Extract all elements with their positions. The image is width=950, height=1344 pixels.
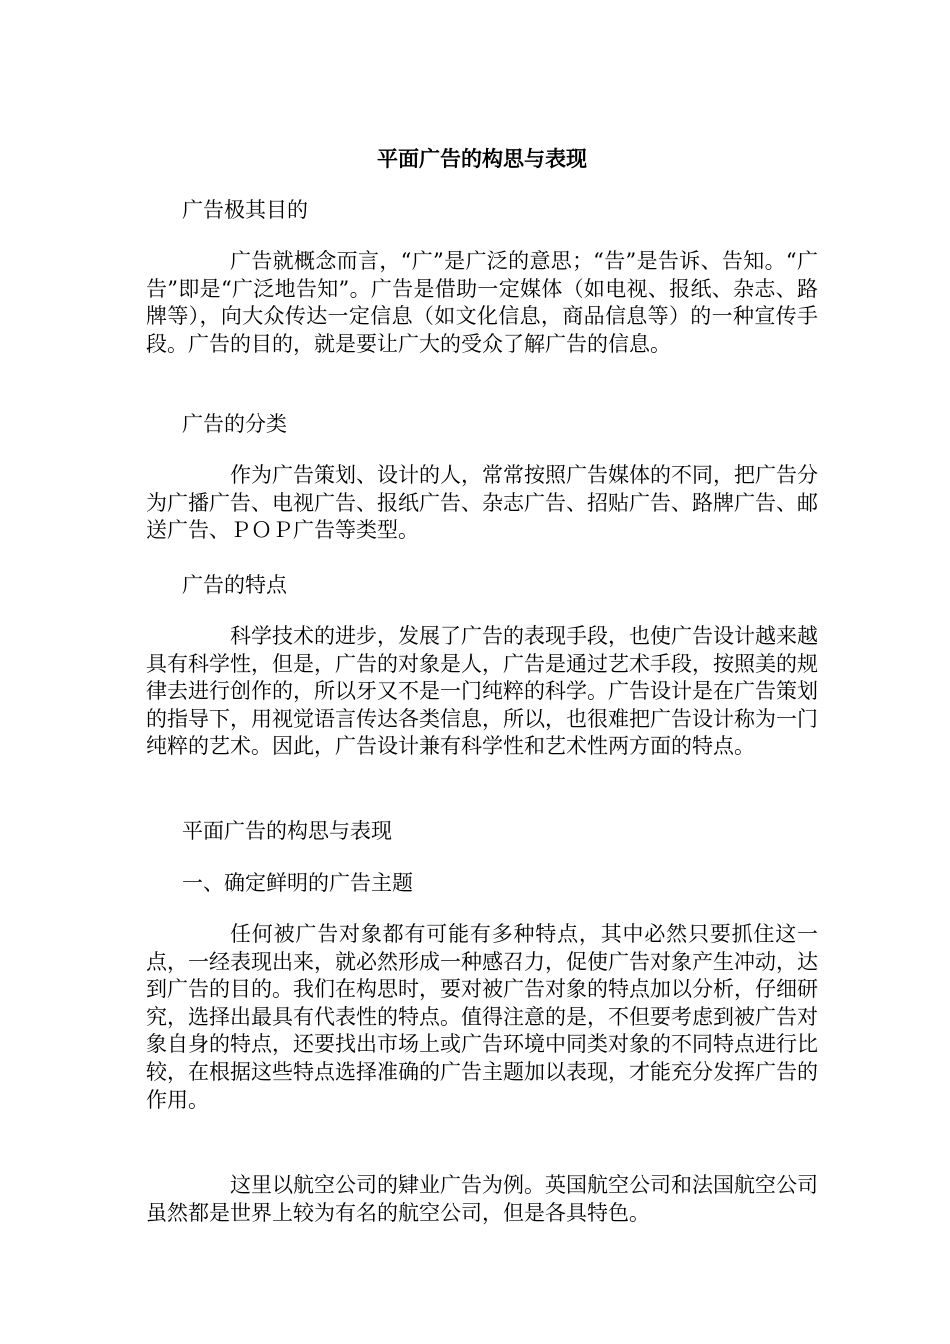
section-heading-classification: 广告的分类	[182, 412, 287, 436]
paragraph-classification: 作为广告策划、设计的人，常常按照广告媒体的不同，把广告分为广播广告、电视广告、报纸广告、杂志广告、招贴广告、路牌广告、邮送广告、ＰＯＰ广告等类型。	[146, 463, 818, 543]
paragraph-airline-example: 这里以航空公司的肄业广告为例。英国航空公司和法国航空公司虽然都是世界上较为有名的航空公司，但是各具特色。	[146, 1173, 818, 1225]
paragraph-features: 科学技术的进步，发展了广告的表现手段，也使广告设计越来越具有科学性，但是，广告的对象是人，广告是通过艺术手段，按照美的规律去进行创作的，所以牙又不是一门纯粹的科学。广告设计是在广告策划的指导下，用视觉语言传达各类信息，所以，也很难把广告设计称为一门纯粹的艺术。因此，广告设计兼有科学性和艺术性两方面的特点。	[146, 624, 818, 759]
section-heading-theme: 一、确定鲜明的广告主题	[182, 871, 413, 895]
paragraph-theme: 任何被广告对象都有可能有多种特点，其中必然只要抓住这一点，一经表现出来，就必然形成一种感召力，促使广告对象产生冲动，达到广告的目的。我们在构思时，要对被广告对象的特点加以分析，仔细研究，选择出最具有代表性的特点。值得注意的是，不但要考虑到被广告对象自身的特点，还要找出市场上或广告环境中同类对象的不同特点进行比较，在根据这些特点选择准确的广告主题加以表现，才能充分发挥广告的作用。	[146, 922, 818, 1112]
section-heading-concept: 平面广告的构思与表现	[182, 819, 392, 843]
paragraph-purpose: 广告就概念而言，“广”是广泛的意思；“告”是告诉、告知。“广告”即是“广泛地告知”。广告是借助一定媒体（如电视、报纸、杂志、路牌等），向大众传达一定信息（如文化信息，商品信息等）的一种宣传手段。广告的目的，就是要让广大的受众了解广告的信息。	[146, 249, 818, 356]
section-heading-features: 广告的特点	[182, 573, 287, 597]
section-heading-purpose: 广告极其目的	[182, 198, 308, 222]
document-title: 平面广告的构思与表现	[377, 146, 587, 171]
